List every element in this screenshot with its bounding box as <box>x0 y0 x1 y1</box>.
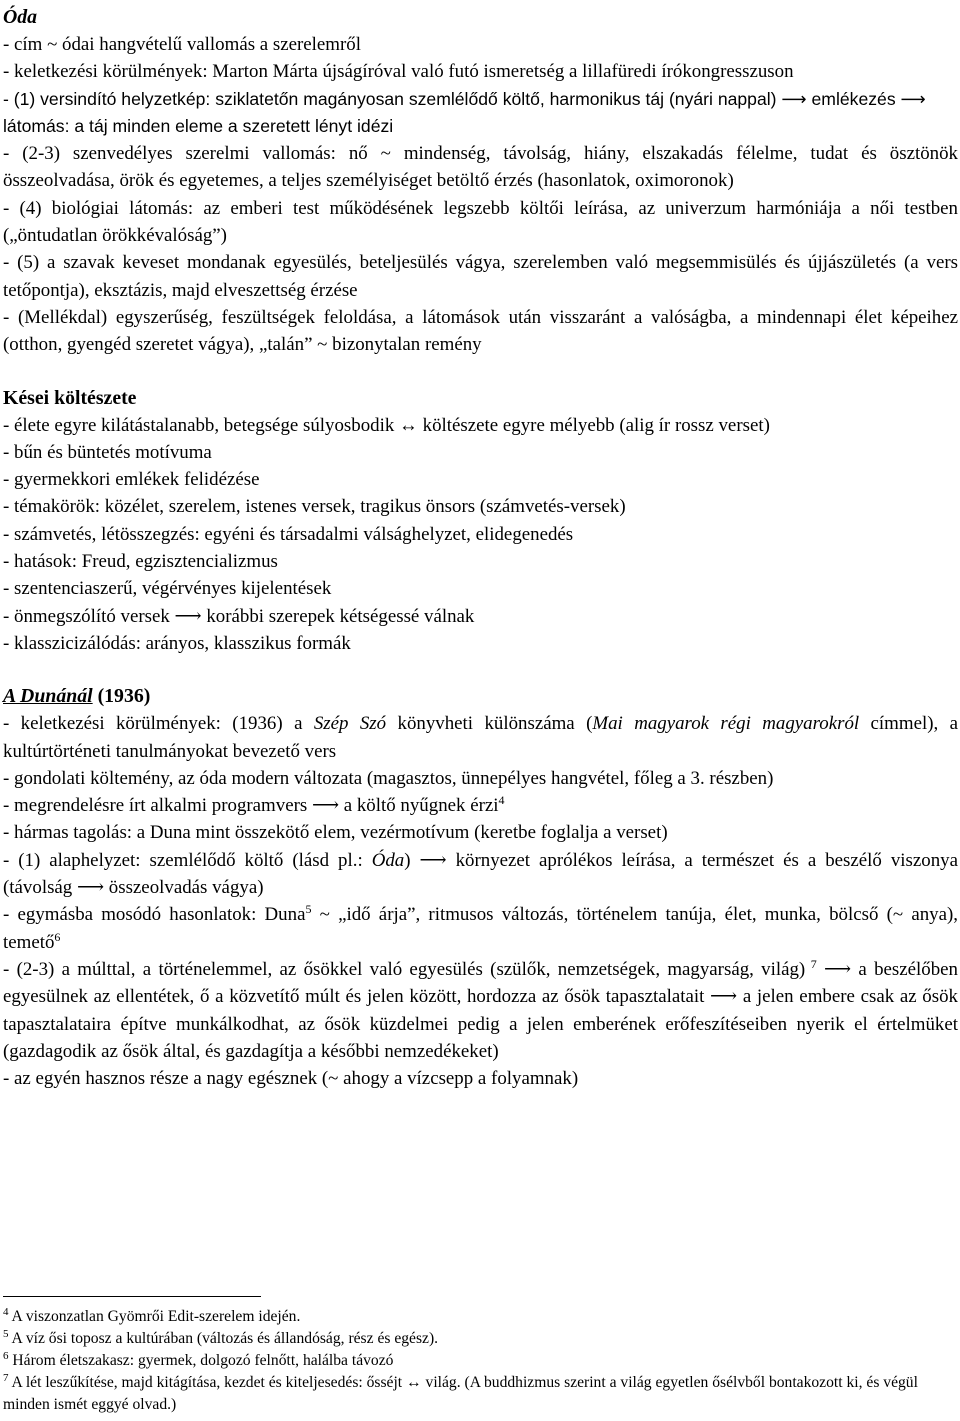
list-item: - (4) biológiai látomás: az emberi test működésének legszebb költői leírása, az univerzum harmóniája a női testben („öntudatlan örökkévalóság”) <box>3 197 958 247</box>
footnote-text: A viszonzatlan Gyömrői Edit-szerelem idején. <box>8 1308 301 1325</box>
text-segment: ⟶ a beszélőben egyesülnek az ellentétek, ő a közvetítő múlt és jelen között, hordozza az ősök tapasztalatait ⟶ a jelen embere csak az ősök tapasztalataira építve munkálkodhat, az ősök küzdelmei pedig a jelen emberének erőfeszítéseiben nyerik el értelmüket (gazdagodik az ősök által, és gazdagítja a későbbi nemzedékeket) <box>3 958 958 1062</box>
text-segment: Szép Szó <box>313 713 387 735</box>
footnote-text: Három életszakasz: gyermek, dolgozó felnőtt, halálba távozó <box>8 1352 394 1369</box>
section-title-kesei: Kései költészete <box>3 386 137 409</box>
section-title-dunanal-text: A Dunánál <box>3 685 93 708</box>
footnote-ref: 7 <box>805 956 817 971</box>
list-item: - cím ~ ódai hangvételű vallomás a szerelemről <box>3 34 361 55</box>
list-item: - (5) a szavak keveset mondanak egyesülés, beteljesülés vágya, szerelemben való megsemmisülés és újjászületés (a vers tetőpontja), eksztázis, majd elveszettség érzése <box>3 252 958 301</box>
document-page <box>3 4 958 1092</box>
section-gap <box>3 657 958 683</box>
text-segment: ~ „idő árja”, ritmusos változás, történelem tanúja, élet, munka, bölcső (~ anya), temető <box>3 904 958 953</box>
list-item: - témakörök: közélet, szerelem, istenes versek, tragikus önsors (számvetés-versek) <box>3 496 626 518</box>
list-item: - hatások: Freud, egzisztencializmus <box>3 551 278 573</box>
footnote <box>3 1372 958 1416</box>
footnote-number: 5 <box>3 1328 9 1340</box>
footnote <box>3 1328 958 1350</box>
text-segment: - gondolati költemény, az óda modern változata (magasztos, ünnepélyes hangvétel, főleg a 3. részben) <box>3 767 774 789</box>
footnote-text: A lét leszűkítése, majd kitágítása, kezdet és kiteljesedés: ősséjt ↔ világ. (A buddhizmus szerint a világ egyetlen ősélvből bontakozott ki, és végül minden ismét eggyé olvad.) <box>3 1374 918 1413</box>
section-dunanal <box>3 683 958 1092</box>
section-year: (1936) <box>97 685 151 708</box>
section-gap <box>3 359 958 385</box>
list-item <box>3 901 958 956</box>
list-item: - gyermekkori emlékek felidézése <box>3 469 260 491</box>
section-title-oda: Óda <box>3 6 38 28</box>
list-item: - bűn és büntetés motívuma <box>3 441 212 463</box>
list-item: - élete egyre kilátástalanabb, betegsége súlyosbodik ↔ költészete egyre mélyebb (alig ír rossz verset) <box>3 414 770 436</box>
text-segment: - egymásba mosódó hasonlatok: Duna <box>3 904 306 926</box>
footnote <box>3 1350 958 1372</box>
text-segment: - (2-3) a múlttal, a történelemmel, az ősökkel való egyesülés (szülők, nemzetségek, magyarság, világ) <box>3 958 806 980</box>
text-segment: Óda <box>371 849 405 871</box>
text-segment: - megrendelésre írt alkalmi programvers ⟶ a költő nyűgnek érzi <box>3 795 499 817</box>
footnote-number: 7 <box>3 1372 9 1384</box>
list-item <box>3 1065 958 1092</box>
text-segment: ) ⟶ környezet aprólékos leírása, a természet és a beszélő viszonya (távolság ⟶ összeolvadás vágya) <box>3 849 958 899</box>
list-item <box>3 847 958 902</box>
footnote-separator <box>3 1296 261 1297</box>
footnote-number: 4 <box>3 1306 9 1318</box>
footnote-ref: 5 <box>305 902 312 917</box>
section-title-dunanal <box>3 683 958 710</box>
text-segment: címmel), a kultúrtörténeti tanulmányokat bevezető vers <box>3 713 958 762</box>
dunanal-list <box>3 710 958 1092</box>
list-item: - klasszicizálódás: arányos, klasszikus formák <box>3 632 351 654</box>
footnotes <box>3 1306 958 1416</box>
text-segment: - az egyén hasznos része a nagy egésznek (~ ahogy a vízcsepp a folyamnak) <box>3 1068 579 1090</box>
footnote-number: 6 <box>3 1350 9 1362</box>
list-item <box>3 956 958 1065</box>
section-oda <box>3 4 958 359</box>
footnote-ref: 6 <box>54 929 61 944</box>
footnote <box>3 1306 958 1328</box>
list-item: - (1) versindító helyzetkép: sziklatetőn magányosan szemlélődő költő, harmonikus táj (nyári nappal) ⟶ emlékezés ⟶ látomás: a táj minden eleme a szeretett lényt idézi <box>3 88 926 136</box>
list-item <box>3 710 958 765</box>
footnote-ref: 4 <box>498 793 505 808</box>
list-item: - (2-3) szenvedélyes szerelmi vallomás: nő ~ mindenség, távolság, hiány, elszakadás félelme, tudat és ösztönök összeolvadása, örök és egyetemes, a teljes személyiséget betöltő érzés (hasonlatok, oximoronok) <box>3 143 958 192</box>
list-item: - (Mellékdal) egyszerűség, feszültségek feloldása, a látomások után visszaránt a valóságba, a mindennapi élet képeihez (otthon, gyengéd szeretet vágya), „talán” ~ bizonytalan remény <box>3 306 958 356</box>
list-item: - szentenciaszerű, végérvényes kijelentések <box>3 578 332 600</box>
text-segment: Mai magyarok régi magyarokról <box>592 713 860 735</box>
text-segment: - keletkezési körülmények: (1936) a <box>3 713 314 735</box>
text-segment: - (1) alaphelyzet: szemlélődő költő (lásd pl.: <box>3 849 372 871</box>
footnote-text: A víz ősi toposz a kultúrában (változás és állandóság, rész és egész). <box>8 1330 439 1347</box>
text-segment: - hármas tagolás: a Duna mint összekötő elem, vezérmotívum (keretbe foglalja a verset) <box>3 822 668 844</box>
list-item <box>3 765 958 792</box>
list-item: - keletkezési körülmények: Marton Márta újságíróval való futó ismeretség a lillafüredi írókongresszuson <box>3 61 794 83</box>
list-item: - számvetés, létösszegzés: egyéni és társadalmi válsághelyzet, elidegenedés <box>3 523 574 545</box>
list-item <box>3 819 958 846</box>
section-kesei <box>3 385 958 658</box>
text-segment: könyvheti különszáma ( <box>386 713 593 735</box>
list-item <box>3 792 958 819</box>
list-item: - önmegszólító versek ⟶ korábbi szerepek kétségessé válnak <box>3 605 475 627</box>
